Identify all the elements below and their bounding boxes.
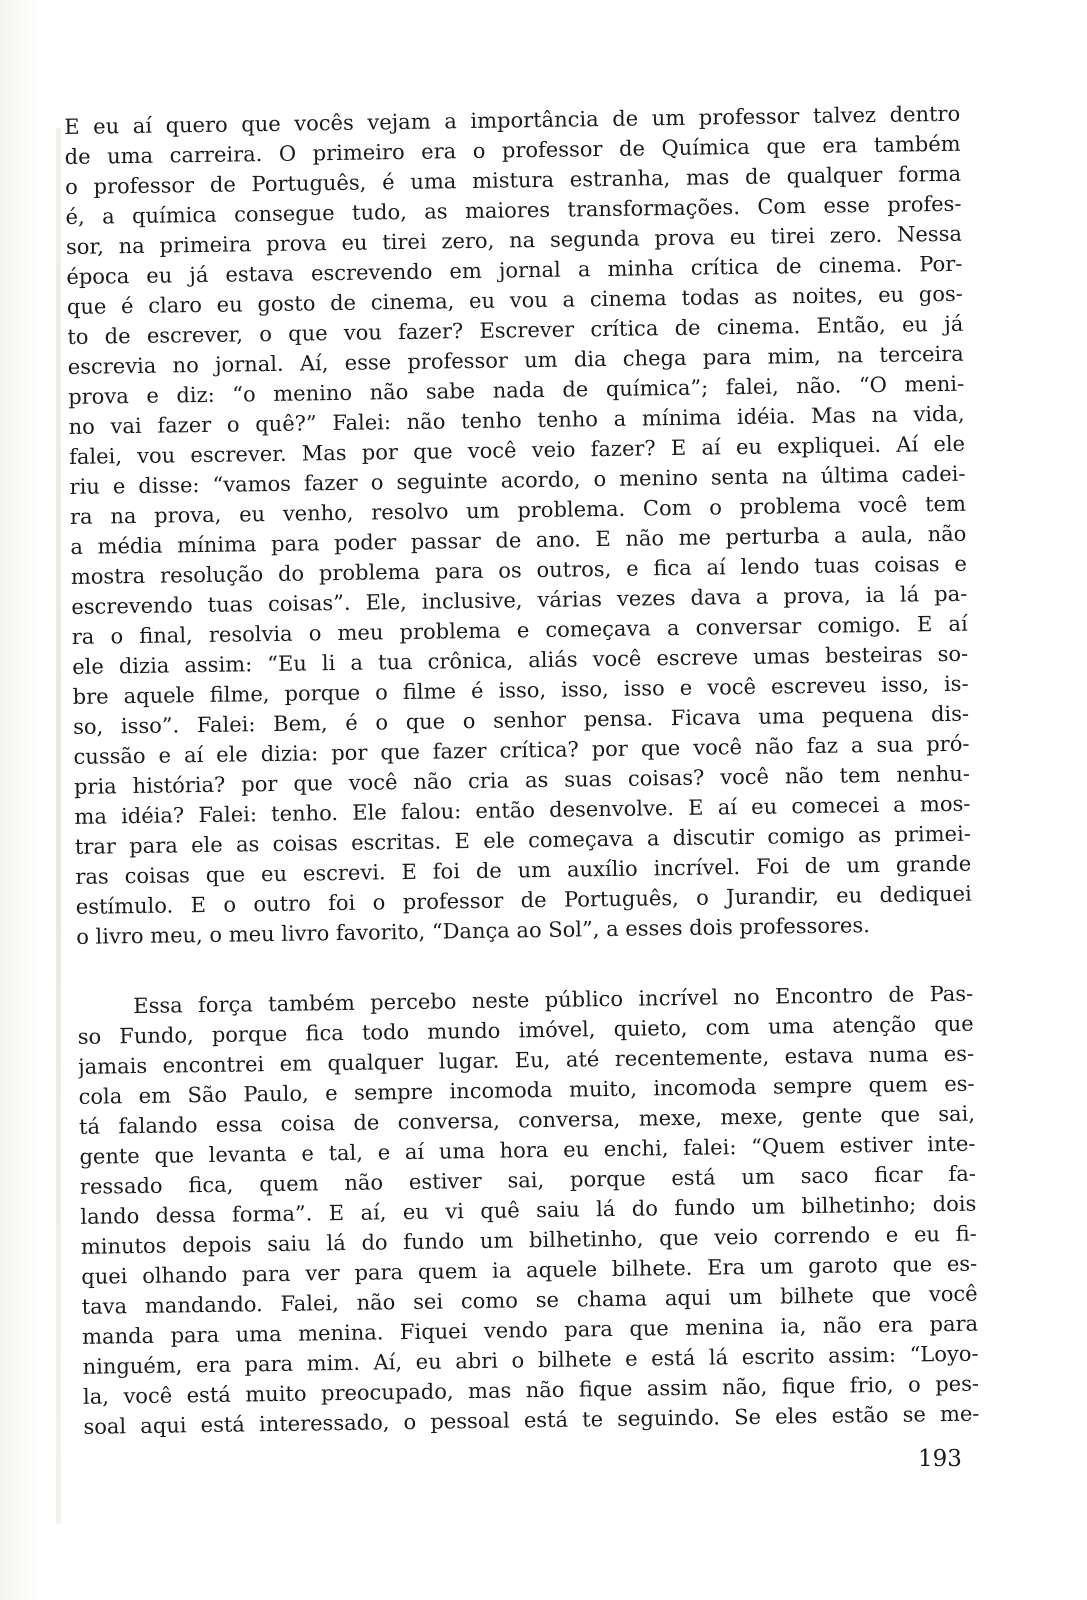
- text-line: ressado fica, quem não estiver sai, porque está um saco ficar fa-: [79, 1161, 977, 1199]
- text-line: é, a química consegue tudo, as maiores transformações. Com esse profes-: [65, 191, 962, 229]
- text-line: tava mandando. Falei, não sei como se chama aqui um bilhete que você: [81, 1281, 978, 1319]
- text-line: trar para ele as coisas escritas. E ele começava a discutir comigo as primei-: [74, 821, 971, 859]
- text-line: manda para uma menina. Fiquei vendo para que menina ia, não era para: [81, 1311, 979, 1349]
- text-line: minutos depois saiu lá do fundo um bilhetinho, que veio correndo e eu fi-: [80, 1221, 977, 1259]
- text-line: Essa força também percebo neste público incrível no Encontro de Pas-: [133, 981, 974, 1019]
- text-line: to de escrever, o que vou fazer? Escrever crítica de cinema. Então, eu já: [67, 311, 964, 349]
- text-line: de uma carreira. O primeiro era o professor de Química que era também: [64, 131, 961, 169]
- text-line: so Fundo, porque fica todo mundo imóvel, quieto, com uma atenção que: [77, 1011, 974, 1049]
- text-line: mostra resolução do problema para os outros, e fica aí lendo tuas coisas e: [70, 551, 967, 589]
- text-line: ele dizia assim: “Eu li a tua crônica, aliás você escreve umas besteiras so-: [72, 641, 969, 679]
- text-line: ra o final, resolvia o meu problema e começava a conversar comigo. E aí: [71, 611, 968, 649]
- binding-gutter-shadow: [56, 128, 61, 1524]
- text-line: E eu aí quero que vocês vejam a importância de um professor talvez dentro: [64, 101, 961, 139]
- page-number: 193: [918, 1446, 962, 1472]
- text-line: pria história? por que você não cria as suas coisas? você não tem nenhu-: [73, 761, 971, 799]
- page-body: [64, 99, 980, 1442]
- text-line: jamais encontrei em qualquer lugar. Eu, até recentemente, estava numa es-: [77, 1041, 975, 1079]
- text-line: ras coisas que eu escrevi. E foi de um auxílio incrível. Foi de um grande: [75, 851, 972, 889]
- text-line: sor, na primeira prova eu tirei zero, na segunda prova eu tirei zero. Nessa: [65, 221, 963, 259]
- text-line: so, isso”. Falei: Bem, é o que o senhor pensa. Ficava uma pequena dis-: [72, 701, 970, 739]
- text-line: época eu já estava escrevendo em jornal a minha crítica de cinema. Por-: [66, 251, 963, 289]
- text-line: tá falando essa coisa de conversa, conversa, mexe, mexe, gente que sai,: [78, 1101, 976, 1139]
- text-line: o professor de Português, é uma mistura estranha, mas de qualquer forma: [64, 161, 962, 199]
- text-line: escrevendo tuas coisas”. Ele, inclusive, várias vezes dava a prova, ia lá pa-: [71, 581, 968, 619]
- text-line: o livro meu, o meu livro favorito, “Dança ao Sol”, a esses dois professores.: [76, 913, 871, 949]
- text-line: prova e diz: “o menino não sabe nada de química”; falei, não. “O meni-: [68, 371, 965, 409]
- text-line: cussão e aí ele dizia: por que fazer crítica? por que você não faz a sua pró-: [73, 731, 970, 769]
- text-line: quei olhando para ver para quem ia aquele bilhete. Era um garoto que es-: [81, 1251, 978, 1289]
- scan-page-edge: [0, 0, 44, 1600]
- text-line: soal aqui está interessado, o pessoal está te seguindo. Se eles estão se me-: [83, 1401, 980, 1439]
- text-line: ra na prova, eu venho, resolvo um problema. Com o problema você tem: [69, 491, 967, 529]
- paragraph-1: [64, 99, 972, 952]
- text-line: cola em São Paulo, e sempre incomoda muito, incomoda sempre quem es-: [78, 1071, 975, 1109]
- text-line: falei, vou escrever. Mas por que você veio fazer? E aí eu expliquei. Aí ele: [68, 431, 966, 469]
- text-line: riu e disse: “vamos fazer o seguinte acordo, o menino senta na última cadei-: [69, 461, 966, 499]
- text-line: lando dessa forma”. E aí, eu vi quê saiu lá do fundo um bilhetinho; dois: [80, 1191, 977, 1229]
- text-line: escrevia no jornal. Aí, esse professor um dia chega para mim, na terceira: [67, 341, 964, 379]
- text-line: bre aquele filme, porque o filme é isso, isso, isso e você escreveu isso, is-: [72, 671, 969, 709]
- paragraph-2: [77, 979, 980, 1442]
- text-line: la, você está muito preocupado, mas não fique assim não, fique frio, o pes-: [82, 1371, 980, 1409]
- text-line: que é claro eu gosto de cinema, eu vou a cinema todas as noites, eu gos-: [66, 281, 963, 319]
- text-line: no vai fazer o quê?” Falei: não tenho tenho a mínima idéia. Mas na vida,: [68, 401, 965, 439]
- text-line: ninguém, era para mim. Aí, eu abri o bilhete e está lá escrito assim: “Loyo-: [82, 1341, 979, 1379]
- text-line: estímulo. E o outro foi o professor de Português, o Jurandir, eu dediquei: [75, 881, 972, 919]
- text-line: a média mínima para poder passar de ano. E não me perturba a aula, não: [70, 521, 967, 559]
- text-line: gente que levanta e tal, e aí uma hora eu enchi, falei: “Quem estiver inte-: [79, 1131, 976, 1169]
- text-line: ma idéia? Falei: tenho. Ele falou: então desenvolve. E aí eu comecei a mos-: [74, 791, 971, 829]
